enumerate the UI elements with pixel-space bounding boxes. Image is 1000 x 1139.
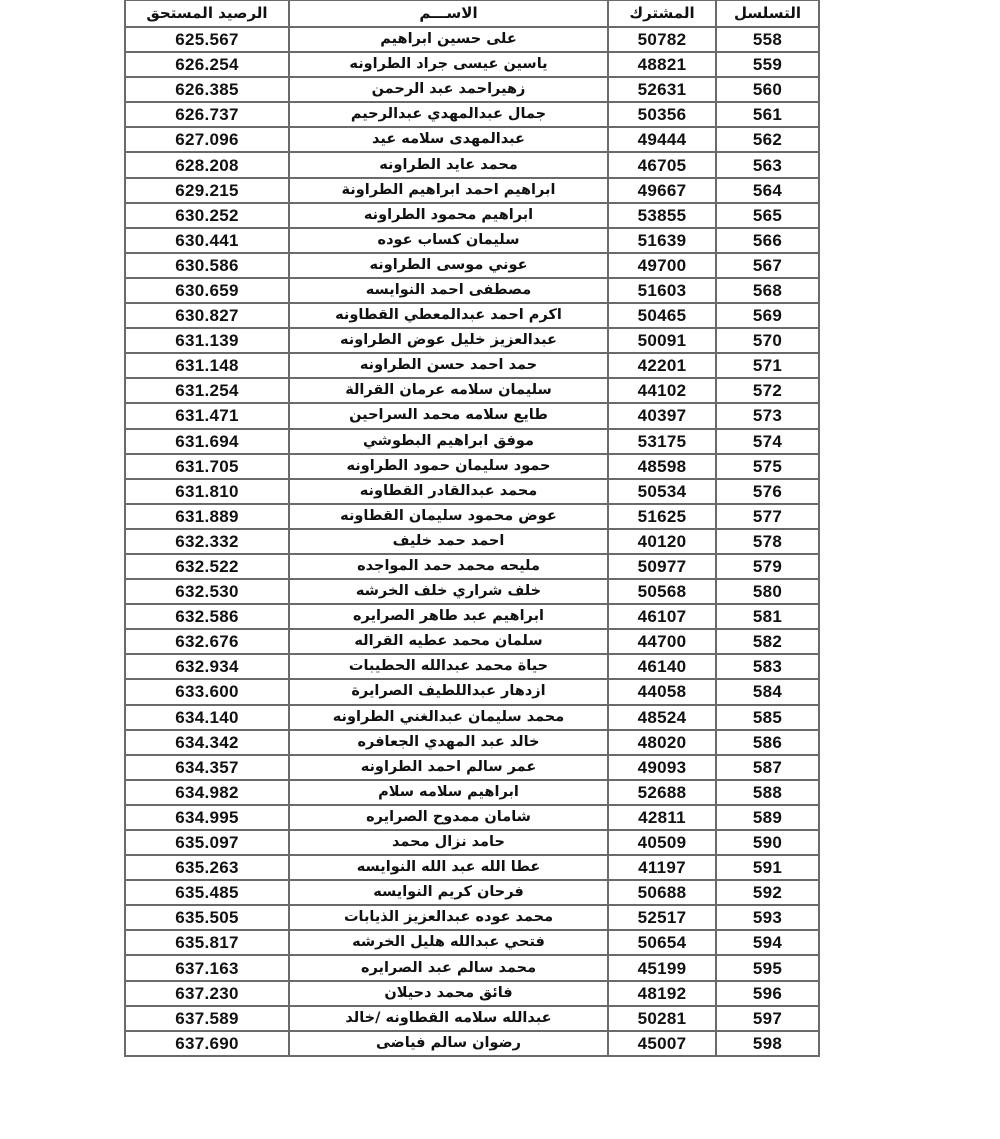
table-row: [125, 1031, 819, 1056]
table-row: [125, 52, 819, 77]
cell-name: فتحي عبدالله هليل الخرشه: [289, 930, 608, 955]
cell-name: محمد سالم عبد الصرايره: [289, 955, 608, 980]
cell-seq: 583: [716, 654, 819, 679]
table-row: [125, 429, 819, 454]
table-row: [125, 955, 819, 980]
cell-balance: 632.676: [125, 629, 289, 654]
cell-seq: 572: [716, 378, 819, 403]
cell-balance: 634.357: [125, 755, 289, 780]
cell-balance: 637.230: [125, 981, 289, 1006]
table-row: [125, 178, 819, 203]
cell-subscriber: 50281: [608, 1006, 716, 1031]
cell-subscriber: 49700: [608, 253, 716, 278]
cell-seq: 561: [716, 102, 819, 127]
table-row: [125, 127, 819, 152]
cell-balance: 637.163: [125, 955, 289, 980]
table-row: [125, 303, 819, 328]
table-row: [125, 403, 819, 428]
cell-balance: 635.817: [125, 930, 289, 955]
cell-balance: 630.441: [125, 228, 289, 253]
cell-seq: 579: [716, 554, 819, 579]
cell-subscriber: 50091: [608, 328, 716, 353]
cell-name: عطا الله عبد الله النوايسه: [289, 855, 608, 880]
cell-name: حياة محمد عبدالله الحطيبات: [289, 654, 608, 679]
cell-seq: 581: [716, 604, 819, 629]
cell-name: ابراهيم محمود الطراونه: [289, 203, 608, 228]
cell-balance: 629.215: [125, 178, 289, 203]
cell-name: عوض محمود سليمان القطاونه: [289, 504, 608, 529]
cell-subscriber: 44102: [608, 378, 716, 403]
table-row: [125, 102, 819, 127]
cell-balance: 631.471: [125, 403, 289, 428]
cell-subscriber: 52517: [608, 905, 716, 930]
table-row: [125, 529, 819, 554]
cell-balance: 637.690: [125, 1031, 289, 1056]
cell-balance: 631.148: [125, 353, 289, 378]
cell-subscriber: 53175: [608, 429, 716, 454]
cell-name: مصطفى احمد النوايسه: [289, 278, 608, 303]
cell-subscriber: 51639: [608, 228, 716, 253]
table-row: [125, 930, 819, 955]
table-row: [125, 1006, 819, 1031]
table-row: [125, 228, 819, 253]
cell-seq: 594: [716, 930, 819, 955]
table-row: [125, 253, 819, 278]
cell-seq: 560: [716, 77, 819, 102]
cell-balance: 630.586: [125, 253, 289, 278]
cell-name: مليحه محمد حمد المواجده: [289, 554, 608, 579]
header-row: [125, 0, 819, 27]
cell-balance: 635.263: [125, 855, 289, 880]
cell-seq: 563: [716, 152, 819, 177]
cell-balance: 626.737: [125, 102, 289, 127]
cell-seq: 585: [716, 705, 819, 730]
cell-name: حامد نزال محمد: [289, 830, 608, 855]
table-row: [125, 554, 819, 579]
cell-seq: 565: [716, 203, 819, 228]
header-subscriber: المشترك: [608, 0, 716, 27]
table-row: [125, 77, 819, 102]
balances-table: [124, 0, 820, 1057]
cell-subscriber: 48524: [608, 705, 716, 730]
cell-subscriber: 53855: [608, 203, 716, 228]
cell-subscriber: 50534: [608, 479, 716, 504]
cell-name: اكرم احمد عبدالمعطي القطاونه: [289, 303, 608, 328]
cell-name: ازدهار عبداللطيف الصرايرة: [289, 679, 608, 704]
cell-subscriber: 42811: [608, 805, 716, 830]
cell-seq: 574: [716, 429, 819, 454]
cell-balance: 630.659: [125, 278, 289, 303]
cell-balance: 626.385: [125, 77, 289, 102]
cell-name: عوني موسى الطراونه: [289, 253, 608, 278]
cell-subscriber: 40120: [608, 529, 716, 554]
table-row: [125, 780, 819, 805]
cell-balance: 634.140: [125, 705, 289, 730]
cell-seq: 576: [716, 479, 819, 504]
cell-balance: 631.694: [125, 429, 289, 454]
cell-seq: 558: [716, 27, 819, 52]
cell-balance: 634.342: [125, 730, 289, 755]
cell-seq: 578: [716, 529, 819, 554]
cell-subscriber: 50568: [608, 579, 716, 604]
cell-seq: 575: [716, 454, 819, 479]
cell-seq: 580: [716, 579, 819, 604]
cell-seq: 567: [716, 253, 819, 278]
table-row: [125, 479, 819, 504]
table-row: [125, 830, 819, 855]
table-row: [125, 454, 819, 479]
cell-name: خالد عبد المهدي الجعافره: [289, 730, 608, 755]
cell-subscriber: 42201: [608, 353, 716, 378]
cell-balance: 632.522: [125, 554, 289, 579]
cell-seq: 595: [716, 955, 819, 980]
cell-seq: 589: [716, 805, 819, 830]
table-row: [125, 880, 819, 905]
cell-name: محمد سليمان عبدالغني الطراونه: [289, 705, 608, 730]
cell-seq: 559: [716, 52, 819, 77]
cell-name: محمد عايد الطراونه: [289, 152, 608, 177]
cell-balance: 631.254: [125, 378, 289, 403]
cell-seq: 588: [716, 780, 819, 805]
header-name: الاســـم: [289, 0, 608, 27]
cell-balance: 630.827: [125, 303, 289, 328]
cell-balance: 635.505: [125, 905, 289, 930]
cell-name: احمد حمد خليف: [289, 529, 608, 554]
cell-subscriber: 50782: [608, 27, 716, 52]
cell-subscriber: 50688: [608, 880, 716, 905]
cell-subscriber: 44700: [608, 629, 716, 654]
cell-name: فائق محمد دحيلان: [289, 981, 608, 1006]
cell-subscriber: 48192: [608, 981, 716, 1006]
cell-name: ابراهيم سلامه سلام: [289, 780, 608, 805]
table-row: [125, 705, 819, 730]
cell-subscriber: 48821: [608, 52, 716, 77]
cell-subscriber: 51625: [608, 504, 716, 529]
cell-subscriber: 41197: [608, 855, 716, 880]
cell-seq: 587: [716, 755, 819, 780]
cell-balance: 627.096: [125, 127, 289, 152]
cell-balance: 635.485: [125, 880, 289, 905]
header-seq: التسلسل: [716, 0, 819, 27]
cell-seq: 573: [716, 403, 819, 428]
cell-balance: 625.567: [125, 27, 289, 52]
cell-balance: 633.600: [125, 679, 289, 704]
cell-subscriber: 50465: [608, 303, 716, 328]
cell-seq: 564: [716, 178, 819, 203]
cell-subscriber: 49667: [608, 178, 716, 203]
cell-seq: 566: [716, 228, 819, 253]
cell-name: فرحان كريم النوايسه: [289, 880, 608, 905]
cell-subscriber: 40397: [608, 403, 716, 428]
cell-name: عمر سالم احمد الطراونه: [289, 755, 608, 780]
table-row: [125, 679, 819, 704]
cell-seq: 597: [716, 1006, 819, 1031]
table-row: [125, 504, 819, 529]
table-row: [125, 604, 819, 629]
cell-name: حمود سليمان حمود الطراونه: [289, 454, 608, 479]
cell-subscriber: 46107: [608, 604, 716, 629]
cell-balance: 630.252: [125, 203, 289, 228]
cell-seq: 590: [716, 830, 819, 855]
cell-subscriber: 40509: [608, 830, 716, 855]
cell-balance: 628.208: [125, 152, 289, 177]
cell-balance: 632.332: [125, 529, 289, 554]
table-row: [125, 278, 819, 303]
cell-name: رضوان سالم فياضى: [289, 1031, 608, 1056]
cell-name: حمد احمد حسن الطراونه: [289, 353, 608, 378]
cell-balance: 626.254: [125, 52, 289, 77]
cell-balance: 631.889: [125, 504, 289, 529]
cell-balance: 632.934: [125, 654, 289, 679]
cell-seq: 586: [716, 730, 819, 755]
cell-balance: 631.810: [125, 479, 289, 504]
header-balance: الرصيد المستحق: [125, 0, 289, 27]
cell-seq: 569: [716, 303, 819, 328]
cell-balance: 637.589: [125, 1006, 289, 1031]
cell-subscriber: 48598: [608, 454, 716, 479]
table-row: [125, 730, 819, 755]
cell-subscriber: 49444: [608, 127, 716, 152]
cell-balance: 631.139: [125, 328, 289, 353]
cell-subscriber: 50977: [608, 554, 716, 579]
table-row: [125, 629, 819, 654]
cell-subscriber: 48020: [608, 730, 716, 755]
table-body: [125, 27, 819, 1056]
cell-subscriber: 49093: [608, 755, 716, 780]
cell-seq: 593: [716, 905, 819, 930]
table-row: [125, 353, 819, 378]
cell-name: شامان ممدوح الصرايره: [289, 805, 608, 830]
cell-name: جمال عبدالمهدي عبدالرحيم: [289, 102, 608, 127]
cell-name: على حسين ابراهيم: [289, 27, 608, 52]
cell-name: عبدالعزيز خليل عوض الطراونه: [289, 328, 608, 353]
cell-balance: 632.586: [125, 604, 289, 629]
cell-seq: 577: [716, 504, 819, 529]
cell-seq: 584: [716, 679, 819, 704]
cell-name: محمد عبدالقادر القطاونه: [289, 479, 608, 504]
cell-subscriber: 44058: [608, 679, 716, 704]
cell-seq: 582: [716, 629, 819, 654]
table-row: [125, 905, 819, 930]
cell-seq: 598: [716, 1031, 819, 1056]
cell-name: ابراهيم احمد ابراهيم الطراونة: [289, 178, 608, 203]
table-row: [125, 152, 819, 177]
cell-seq: 562: [716, 127, 819, 152]
cell-subscriber: 52631: [608, 77, 716, 102]
cell-subscriber: 50356: [608, 102, 716, 127]
cell-subscriber: 52688: [608, 780, 716, 805]
cell-subscriber: 46140: [608, 654, 716, 679]
cell-subscriber: 50654: [608, 930, 716, 955]
cell-subscriber: 45199: [608, 955, 716, 980]
cell-name: سلمان محمد عطيه القراله: [289, 629, 608, 654]
cell-name: طايع سلامه محمد السراحين: [289, 403, 608, 428]
cell-seq: 596: [716, 981, 819, 1006]
cell-subscriber: 46705: [608, 152, 716, 177]
cell-name: خلف شراري خلف الخرشه: [289, 579, 608, 604]
cell-subscriber: 45007: [608, 1031, 716, 1056]
table-row: [125, 378, 819, 403]
table-row: [125, 855, 819, 880]
cell-name: ياسين عيسى جراد الطراونه: [289, 52, 608, 77]
cell-seq: 571: [716, 353, 819, 378]
cell-seq: 592: [716, 880, 819, 905]
table-row: [125, 805, 819, 830]
table-row: [125, 579, 819, 604]
table-row: [125, 328, 819, 353]
table-row: [125, 654, 819, 679]
table-row: [125, 203, 819, 228]
cell-name: عبدالله سلامه القطاونه /خالد: [289, 1006, 608, 1031]
cell-balance: 635.097: [125, 830, 289, 855]
cell-name: سليمان سلامه عرمان القرالة: [289, 378, 608, 403]
cell-name: زهيراحمد عبد الرحمن: [289, 77, 608, 102]
cell-balance: 634.995: [125, 805, 289, 830]
cell-balance: 634.982: [125, 780, 289, 805]
cell-name: ابراهيم عبد طاهر الصرايره: [289, 604, 608, 629]
cell-name: عبدالمهدى سلامه عيد: [289, 127, 608, 152]
table-row: [125, 27, 819, 52]
cell-seq: 591: [716, 855, 819, 880]
cell-subscriber: 51603: [608, 278, 716, 303]
cell-balance: 632.530: [125, 579, 289, 604]
cell-seq: 570: [716, 328, 819, 353]
table-row: [125, 755, 819, 780]
cell-balance: 631.705: [125, 454, 289, 479]
cell-name: سليمان كساب عوده: [289, 228, 608, 253]
cell-name: موفق ابراهيم البطوشي: [289, 429, 608, 454]
table-row: [125, 981, 819, 1006]
cell-name: محمد عوده عبدالعزيز الذيابات: [289, 905, 608, 930]
cell-seq: 568: [716, 278, 819, 303]
